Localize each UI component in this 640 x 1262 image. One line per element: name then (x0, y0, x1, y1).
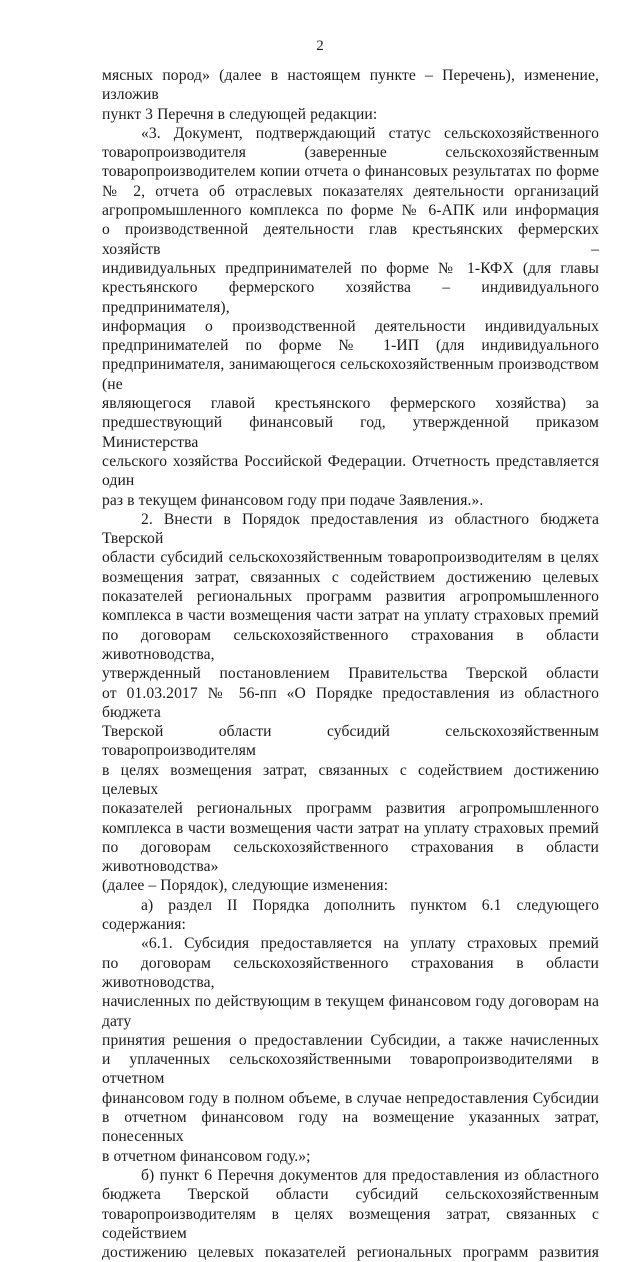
text-line: товаропроизводителя (заверенные сельскохозяйственным (102, 144, 599, 162)
text-line: достижению целевых показателей региональных программ развития (102, 1244, 599, 1262)
text-line: предпринимателей по форме № 1-ИП (для индивидуального (102, 337, 599, 355)
text-line: по договорам сельскохозяйственного страхования в области животноводства, (102, 954, 599, 991)
text-line: Тверской области субсидий сельскохозяйственным товаропроизводителям (102, 723, 599, 760)
text-line: и уплаченных сельскохозяйственными товаропроизводителями в отчетном (102, 1051, 599, 1088)
text-line: области субсидий сельскохозяйственным товаропроизводителям в целях (102, 549, 599, 567)
text-line: «3. Документ, подтверждающий статус сельскохозяйственного (141, 124, 599, 142)
text-line: (далее – Порядок), следующие изменения: (102, 877, 389, 895)
text-line: агропромышленного комплекса по форме № 6-АПК или информация (102, 202, 599, 220)
text-line: возмещения затрат, связанных с содействием достижению целевых (102, 568, 599, 586)
text-line: а) раздел II Порядка дополнить пунктом 6.1 следующего содержания: (102, 896, 599, 934)
text-line: являющегося главой крестьянского фермерского хозяйства) за (102, 395, 599, 413)
paragraph-subpoint-b (102, 1166, 599, 1262)
text-line: пункт 3 Перечня в следующей редакции: (102, 105, 378, 123)
text-line: принятия решения о предоставлении Субсидии, а также начисленных (102, 1031, 599, 1049)
text-line: предпринимателя, занимающегося сельскохозяйственным производством (не (102, 356, 599, 393)
paragraph-item-6-1 (102, 934, 599, 1166)
text-line: показателей региональных программ развития агропромышленного (102, 588, 599, 606)
text-line: предшествующий финансовый год, утвержденной приказом Министерства (102, 414, 599, 451)
text-line: бюджета Тверской области субсидий сельскохозяйственным (102, 1186, 599, 1204)
text-line: в отчетном финансовом году.»; (102, 1147, 311, 1165)
text-line: утвержденный постановлением Правительства Тверской области (102, 665, 599, 683)
text-line: по договорам сельскохозяйственного страхования в области животноводства, (102, 626, 599, 663)
text-line: б) пункт 6 Перечня документов для предоставления из областного (141, 1166, 599, 1184)
text-line: о производственной деятельности глав крестьянских фермерских хозяйств – (102, 221, 599, 258)
paragraph-point-2 (102, 510, 599, 896)
paragraph-item-3 (102, 124, 599, 510)
text-line: комплекса в части возмещения части затрат на уплату страховых премий (102, 819, 599, 837)
text-line: информация о производственной деятельности индивидуальных (102, 317, 599, 335)
text-line: показателей региональных программ развития агропромышленного (102, 800, 599, 818)
text-line: № 2, отчета об отраслевых показателях деятельности организаций (102, 182, 599, 200)
text-line: товаропроизводителем копии отчета о финансовых результатах по форме (102, 163, 599, 181)
paragraph-subpoint-a (102, 896, 599, 935)
text-line: в целях возмещения затрат, связанных с содействием достижению целевых (102, 761, 599, 798)
text-line: по договорам сельскохозяйственного страхования в области животноводства» (102, 838, 599, 876)
text-line: от 01.03.2017 № 56-пп «О Порядке предоставления из областного бюджета (102, 684, 599, 721)
text-line: раз в текущем финансовом году при подаче Заявления.». (102, 491, 484, 509)
text-line: комплекса в части возмещения части затрат на уплату страховых премий (102, 607, 599, 625)
text-line: финансовом году в полном объеме, в случае непредоставления Субсидии (102, 1089, 599, 1107)
text-line: начисленных по действующим в текущем финансовом году договорам на дату (102, 993, 599, 1030)
document-body (102, 66, 599, 1262)
text-line: крестьянского фермерского хозяйства – индивидуального предпринимателя), (102, 279, 599, 316)
text-line: «6.1. Субсидия предоставляется на уплату страховых премий (141, 935, 599, 953)
page-number: 2 (316, 38, 324, 54)
text-line: товаропроизводителям в целях возмещения затрат, связанных с содействием (102, 1205, 599, 1242)
text-line: 2. Внести в Порядок предоставления из областного бюджета Тверской (102, 510, 599, 548)
text-line: в отчетном финансовом году на возмещение указанных затрат, понесенных (102, 1109, 599, 1146)
text-line: сельского хозяйства Российской Федерации. Отчетность представляется один (102, 452, 599, 490)
paragraph-continuation (102, 66, 599, 124)
text-line: мясных пород» (далее в настоящем пункте – Перечень), изменение, изложив (102, 67, 599, 104)
text-line: индивидуальных предпринимателей по форме № 1-КФХ (для главы (102, 259, 599, 277)
